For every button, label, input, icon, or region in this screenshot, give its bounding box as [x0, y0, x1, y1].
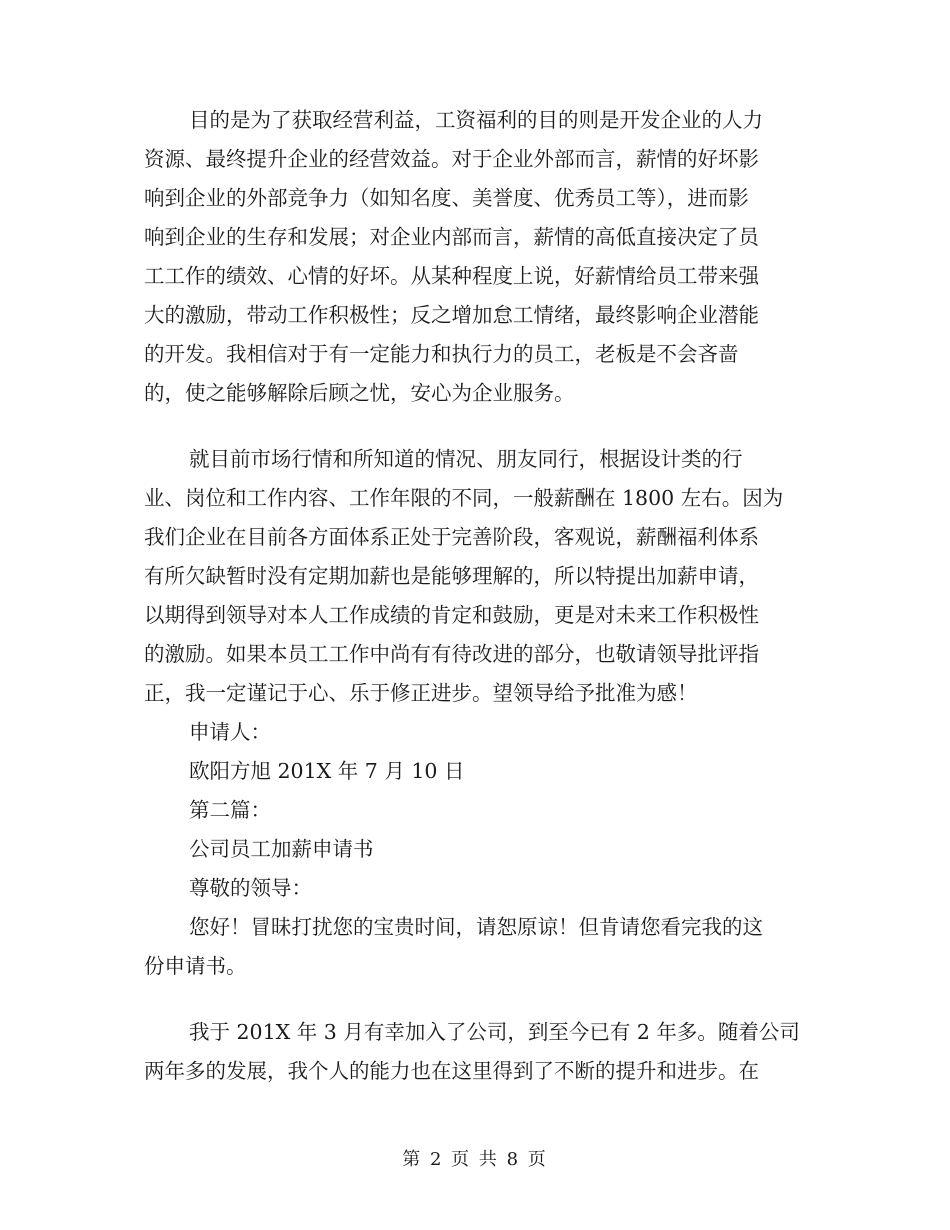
body-line: 的激励。如果本员工工作中尚有有待改进的部分，也敬请领导批评指	[144, 642, 759, 666]
body-line: 大的激励，带动工作积极性；反之增加怠工情绪，最终影响企业潜能	[144, 303, 759, 327]
body-line: 两年多的发展，我个人的能力也在这里得到了不断的提升和进步。在	[144, 1059, 759, 1083]
salutation: 尊敬的领导：	[189, 876, 312, 900]
body-line: 就目前市场行情和所知道的情况、朋友同行，根据设计类的行	[189, 447, 743, 471]
applicant-label: 申请人：	[189, 720, 271, 744]
body-line: 的，使之能够解除后顾之忧，安心为企业服务。	[144, 381, 575, 405]
page-number-footer: 第 2 页 共 8 页	[402, 1149, 548, 1170]
body-line: 的开发。我相信对于有一定能力和执行力的员工，老板是不会吝啬	[144, 342, 739, 366]
body-line: 响到企业的生存和发展；对企业内部而言，薪情的高低直接决定了员	[144, 225, 759, 249]
applicant-signature-date: 欧阳方旭 201X 年 7 月 10 日	[189, 759, 465, 783]
body-line: 我们企业在目前各方面体系正处于完善阶段，客观说，薪酬福利体系	[144, 525, 759, 549]
body-line: 以期得到领导对本人工作成绩的肯定和鼓励，更是对未来工作积极性	[144, 603, 759, 627]
body-line: 资源、最终提升企业的经营效益。对于企业外部而言，薪情的好坏影	[144, 147, 759, 171]
body-line: 您好！冒昧打扰您的宝贵时间，请恕原谅！但肯请您看完我的这	[189, 915, 763, 939]
section-title: 公司员工加薪申请书	[189, 837, 374, 861]
body-line: 份申请书。	[144, 954, 247, 978]
body-line: 正，我一定谨记于心、乐于修正进步。望领导给予批准为感！	[144, 681, 698, 705]
body-line: 工工作的绩效、心情的好坏。从某种程度上说，好薪情给员工带来强	[144, 264, 759, 288]
body-line: 目的是为了获取经营利益，工资福利的目的则是开发企业的人力	[189, 108, 763, 132]
body-line: 响到企业的外部竞争力（如知名度、美誉度、优秀员工等），进而影	[144, 186, 749, 210]
body-line: 有所欠缺暂时没有定期加薪也是能够理解的，所以特提出加薪申请，	[144, 564, 759, 588]
section-label: 第二篇：	[189, 798, 271, 822]
body-line: 我于 201X 年 3 月有幸加入了公司，到至今已有 2 年多。随着公司	[189, 1020, 800, 1044]
body-line: 业、岗位和工作内容、工作年限的不同，一般薪酬在 1800 左右。因为	[144, 486, 784, 510]
